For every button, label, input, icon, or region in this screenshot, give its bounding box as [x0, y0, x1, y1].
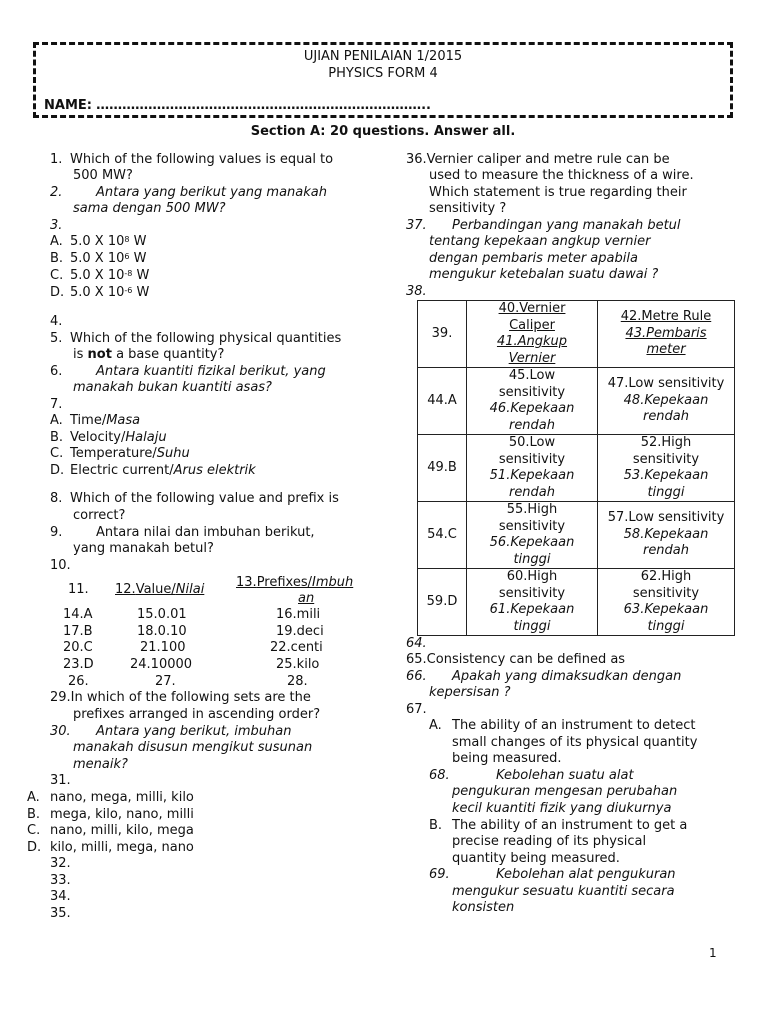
table-header: 12.Value/Nilai	[115, 582, 205, 597]
option-letter: A.	[50, 413, 63, 428]
table-row[interactable]	[418, 569, 735, 636]
option-text: The ability of an instrument to get a	[452, 818, 688, 833]
table-cell: 59.D	[418, 569, 467, 636]
answer-option[interactable]	[50, 463, 256, 480]
option-text: small changes of its physical quantity	[452, 735, 698, 750]
blank-number: 67.	[406, 702, 427, 717]
option-text-malay: Suhu	[156, 446, 190, 461]
option-text: kilo, milli, mega, nano	[50, 840, 194, 855]
question-text: 29.In which of the following sets are the	[50, 690, 311, 705]
option-text: mega, kilo, nano, milli	[50, 807, 194, 822]
option-letter: C.	[50, 268, 64, 283]
table-cell: 54.C	[418, 502, 467, 569]
option-letter: A.	[50, 234, 63, 249]
option-text: 5.0 X 10	[70, 285, 125, 300]
table-cell: 14.A	[63, 607, 93, 622]
question-number: 37.	[406, 218, 427, 233]
table-cell: 16.mili	[276, 607, 321, 622]
option-letter: D.	[27, 840, 42, 855]
question-number: 9.	[50, 525, 63, 540]
option-text: 5.0 X 10	[70, 251, 125, 266]
table-cell: 27.	[155, 674, 176, 689]
table-header: 42.Metre Rule 43.Pembaris meter	[598, 301, 735, 368]
question-number: 66.	[406, 669, 427, 684]
table-header: 11.	[68, 582, 89, 597]
question-text: sensitivity ?	[429, 201, 507, 216]
option-text-malay: Halaju	[125, 430, 167, 445]
name-dots: …………………………………………………………………..	[96, 98, 431, 113]
answer-option[interactable]	[50, 413, 140, 430]
option-text: Time/	[70, 413, 107, 428]
emphasis-not: not	[87, 347, 112, 362]
answer-option[interactable]	[27, 790, 194, 807]
option-text: The ability of an instrument to detect	[452, 718, 696, 733]
answer-option[interactable]	[50, 234, 146, 251]
option-text-malay: pengukuran mengesan perubahan	[452, 784, 678, 799]
question-text-malay: Apakah yang dimaksudkan dengan	[452, 669, 682, 684]
option-text-malay: mengukur sesuatu kuantiti secara	[452, 884, 675, 899]
question-number: 5.	[50, 331, 63, 346]
answer-option[interactable]	[50, 251, 146, 268]
table-cell: 62.High sensitivity 63.Kepekaan tinggi	[598, 569, 735, 636]
table-cell: 21.100	[140, 640, 186, 655]
blank-number: 34.	[50, 889, 71, 904]
question-text: used to measure the thickness of a wire.	[429, 168, 694, 183]
blank-number: 35.	[50, 906, 71, 921]
option-text: quantity being measured.	[452, 851, 620, 866]
table-cell: 18.0.10	[137, 624, 187, 639]
table-cell: 15.0.01	[137, 607, 187, 622]
table-header: 13.Prefixes/Imbuh	[236, 575, 354, 590]
table-cell: 28.	[287, 674, 308, 689]
option-letter: C.	[27, 823, 41, 838]
table-cell: 55.High sensitivity 56.Kepekaan tinggi	[467, 502, 598, 569]
question-number: 30.	[50, 724, 71, 739]
option-letter: B.	[50, 251, 64, 266]
option-exponent: 8	[124, 235, 130, 244]
table-cell: 45.Low sensitivity 46.Kepekaan rendah	[467, 368, 598, 435]
table-row[interactable]	[418, 368, 735, 435]
question-text: 36.Vernier caliper and metre rule can be	[406, 152, 670, 167]
blank-number: 32.	[50, 856, 71, 871]
option-letter: B.	[50, 430, 64, 445]
option-text: Temperature/	[70, 446, 157, 461]
question-number: 6.	[50, 364, 63, 379]
question-text-malay: Antara kuantiti fizikal berikut, yang	[96, 364, 326, 379]
table-cell: 50.Low sensitivity 51.Kepekaan rendah	[467, 435, 598, 502]
option-text-malay: Kebolehan alat pengukuran	[496, 867, 676, 882]
option-exponent: -6	[124, 286, 133, 295]
question-text: correct?	[73, 508, 126, 523]
blank-number: 38.	[406, 284, 427, 299]
blank-number: 31.	[50, 773, 71, 788]
question-text-malay: Antara yang berikut yang manakah	[96, 185, 327, 200]
table-cell: 26.	[68, 674, 89, 689]
question-text-malay: Perbandingan yang manakah betul	[452, 218, 681, 233]
question-number: 2.	[50, 185, 63, 200]
option-unit: W	[129, 251, 147, 266]
option-text: precise reading of its physical	[452, 834, 647, 849]
option-text: 5.0 X 10	[70, 268, 125, 283]
table-header: an	[298, 591, 315, 606]
table-header: 39.	[418, 301, 467, 368]
option-exponent: -8	[124, 269, 133, 278]
answer-option[interactable]	[50, 430, 167, 447]
table-cell: 19.deci	[276, 624, 324, 639]
option-text: Electric current/	[70, 463, 174, 478]
section-title: Section A: 20 questions. Answer all.	[250, 124, 516, 139]
table-cell: 20.C	[63, 640, 93, 655]
option-letter: D.	[50, 463, 65, 478]
question-text-malay: tentang kepekaan angkup vernier	[429, 234, 651, 249]
option-letter: C.	[50, 446, 64, 461]
answer-option[interactable]	[50, 285, 149, 302]
answer-option[interactable]	[27, 823, 194, 840]
name-line	[44, 97, 431, 114]
option-text: 5.0 X 10	[70, 234, 125, 249]
table-cell: 44.A	[418, 368, 467, 435]
blank-number: 7.	[50, 397, 63, 412]
table-cell: 57.Low sensitivity 58.Kepekaan rendah	[598, 502, 735, 569]
question-text: 65.Consistency can be defined as	[406, 652, 626, 667]
table-cell: 49.B	[418, 435, 467, 502]
option-text-malay: kecil kuantiti fizik yang diukurnya	[452, 801, 672, 816]
blank-number: 3.	[50, 218, 63, 233]
question-number: 1.	[50, 152, 63, 167]
option-letter: A.	[27, 790, 40, 805]
option-number: 68.	[429, 768, 450, 783]
table-cell: 25.kilo	[276, 657, 320, 672]
option-unit: W	[132, 285, 150, 300]
blank-number: 10.	[50, 558, 71, 573]
question-text: Which of the following value and prefix is	[70, 491, 339, 506]
option-text-malay: Masa	[106, 413, 141, 428]
table-cell: 60.High sensitivity 61.Kepekaan tinggi	[467, 569, 598, 636]
question-text: 500 MW?	[73, 168, 133, 183]
question-text-malay: mengukur ketebalan suatu dawai ?	[429, 267, 659, 282]
exam-subtitle: PHYSICS FORM 4	[328, 66, 438, 81]
question-text: Which of the following values is equal to	[70, 152, 334, 167]
question-text: is	[73, 347, 88, 362]
question-text: Which of the following physical quantities	[70, 331, 342, 346]
question-text: Which statement is true regarding their	[429, 185, 687, 200]
answer-option[interactable]	[50, 446, 190, 463]
question-text-malay: Antara nilai dan imbuhan berikut,	[96, 525, 315, 540]
table-cell: 23.D	[63, 657, 94, 672]
question-text-malay: menaik?	[73, 757, 128, 772]
comparison-table	[417, 300, 735, 636]
question-text-malay: manakah bukan kuantiti asas?	[73, 380, 272, 395]
option-text-malay: Arus elektrik	[173, 463, 256, 478]
option-letter: B.	[27, 807, 41, 822]
question-text-malay: yang manakah betul?	[73, 541, 214, 556]
page-number: 1	[709, 946, 717, 960]
question-text-malay: kepersisan ?	[429, 685, 511, 700]
table-header-row	[418, 301, 735, 368]
table-cell: 22.centi	[270, 640, 323, 655]
exam-title: UJIAN PENILAIAN 1/2015	[303, 49, 463, 64]
question-text: prefixes arranged in ascending order?	[73, 707, 321, 722]
question-text: a base quantity?	[111, 347, 225, 362]
table-cell: 17.B	[63, 624, 93, 639]
option-unit: W	[129, 234, 147, 249]
question-text-malay: dengan pembaris meter apabila	[429, 251, 638, 266]
option-text: nano, mega, milli, kilo	[50, 790, 194, 805]
question-text-malay: Antara yang berikut, imbuhan	[96, 724, 292, 739]
table-cell: 24.10000	[130, 657, 193, 672]
option-text: nano, milli, kilo, mega	[50, 823, 194, 838]
option-number: 69.	[429, 867, 450, 882]
table-row[interactable]	[418, 502, 735, 569]
option-text: Velocity/	[70, 430, 126, 445]
option-unit: W	[132, 268, 150, 283]
option-letter: B.	[429, 818, 443, 833]
table-header: 40.Vernier Caliper 41.Angkup Vernier	[467, 301, 598, 368]
option-exponent: 6	[124, 252, 130, 261]
option-text-malay: Kebolehan suatu alat	[496, 768, 634, 783]
option-text-malay: konsisten	[452, 900, 515, 915]
answer-option[interactable]	[50, 268, 149, 285]
blank-number: 33.	[50, 873, 71, 888]
question-text-malay: sama dengan 500 MW?	[73, 201, 226, 216]
blank-number: 64.	[406, 636, 427, 651]
table-cell: 52.High sensitivity 53.Kepekaan tinggi	[598, 435, 735, 502]
option-text: being measured.	[452, 751, 562, 766]
name-label: NAME:	[44, 98, 92, 113]
table-cell: 47.Low sensitivity 48.Kepekaan rendah	[598, 368, 735, 435]
option-letter: D.	[50, 285, 65, 300]
question-number: 8.	[50, 491, 63, 506]
blank-number: 4.	[50, 314, 63, 329]
answer-option[interactable]	[27, 807, 194, 824]
option-letter: A.	[429, 718, 442, 733]
answer-option[interactable]	[27, 840, 194, 857]
table-row[interactable]	[418, 435, 735, 502]
question-text-malay: manakah disusun mengikut susunan	[73, 740, 313, 755]
